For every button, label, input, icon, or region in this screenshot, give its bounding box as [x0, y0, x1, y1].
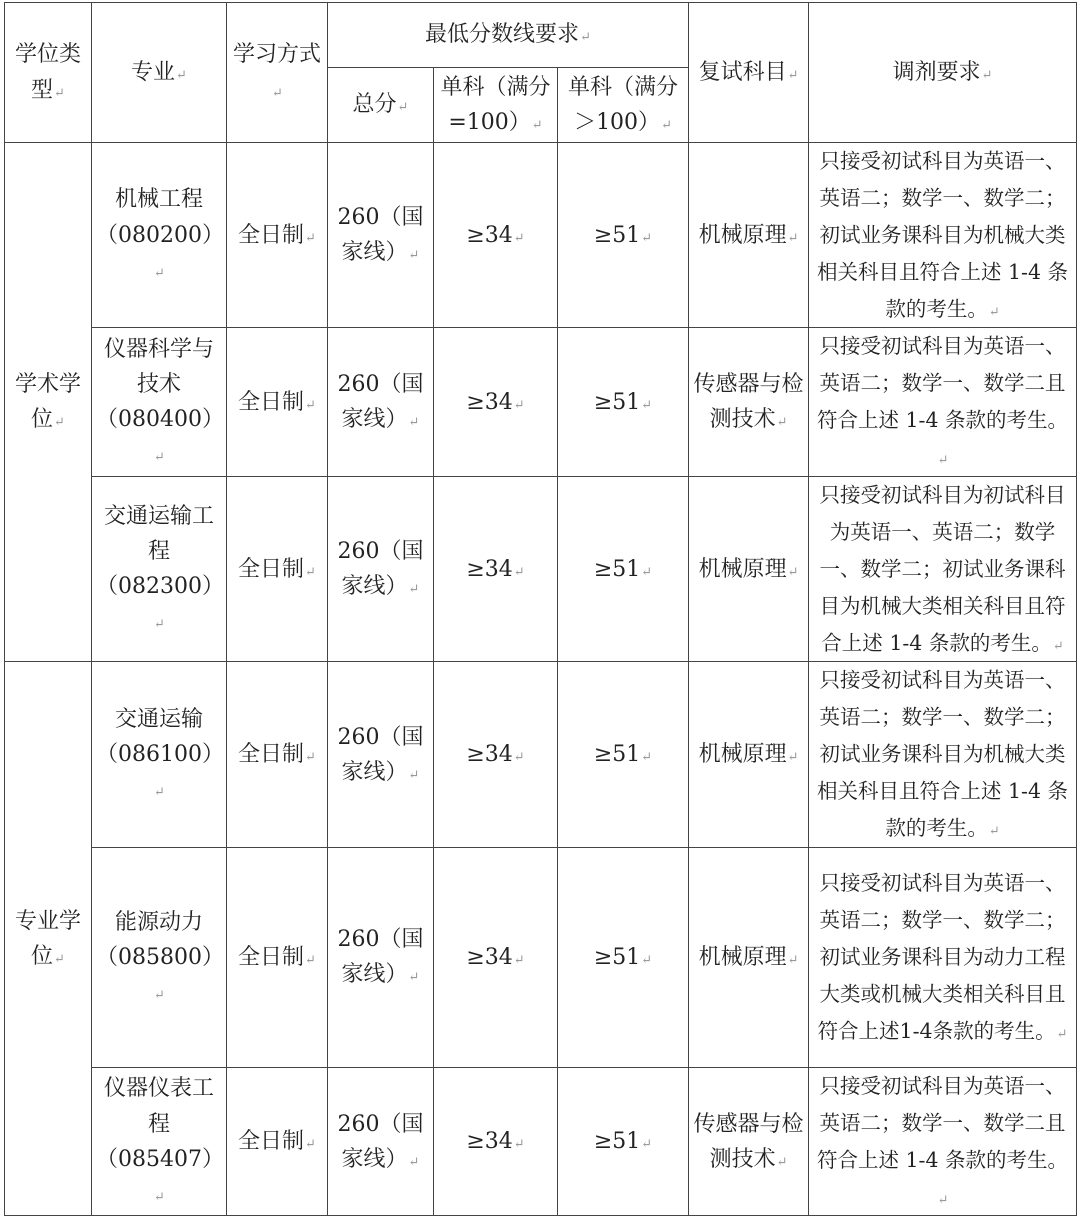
major-cell: 交通运输工程 （082300）↵ — [92, 477, 227, 662]
adjust-cell: 只接受初试科目为英语一、英语二；数学一、数学二；初试业务课科目为机械大类相关科目且符合上述 1-4 条款的考生。↵ — [809, 143, 1077, 328]
header-total: 总分↵ — [328, 68, 434, 143]
single-100-cell: ≥34↵ — [434, 847, 558, 1067]
adjust-cell: 只接受初试科目为英语一、英语二；数学一、数学二；初试业务课科目为机械大类相关科目且符合上述 1-4 条款的考生。↵ — [809, 662, 1077, 847]
header-single-100: 单科（满分=100）↵ — [434, 68, 558, 143]
header-adjust: 调剂要求↵ — [809, 3, 1077, 143]
major-cell: 仪器科学与技术 （080400）↵ — [92, 328, 227, 477]
mode-cell: 全日制↵ — [227, 328, 328, 477]
total-cell: 260（国家线）↵ — [328, 328, 434, 477]
header-study-mode: 学习方式↵ — [227, 3, 328, 143]
table-row — [5, 847, 1077, 1067]
total-cell: 260（国家线）↵ — [328, 143, 434, 328]
header-row-top — [5, 3, 1077, 68]
retest-cell: 传感器与检测技术↵ — [689, 1067, 809, 1216]
total-cell: 260（国家线）↵ — [328, 662, 434, 847]
mode-cell: 全日制↵ — [227, 143, 328, 328]
header-major: 专业↵ — [92, 3, 227, 143]
degree-group-professional: 专业学位↵ — [5, 662, 92, 1216]
single-100-cell: ≥34↵ — [434, 1067, 558, 1216]
header-degree-type: 学位类型↵ — [5, 3, 92, 143]
single-gt100-cell: ≥51↵ — [558, 1067, 689, 1216]
adjust-cell: 只接受初试科目为英语一、英语二；数学一、数学二；初试业务课科目为动力工程大类或机械大类相关科目且符合上述1-4条款的考生。↵ — [809, 847, 1077, 1067]
single-100-cell: ≥34↵ — [434, 477, 558, 662]
major-cell: 仪器仪表工程 （085407）↵ — [92, 1067, 227, 1216]
header-retest: 复试科目↵ — [689, 3, 809, 143]
total-cell: 260（国家线）↵ — [328, 477, 434, 662]
single-100-cell: ≥34↵ — [434, 662, 558, 847]
mode-cell: 全日制↵ — [227, 1067, 328, 1216]
adjust-cell: 只接受初试科目为英语一、英语二；数学一、数学二且符合上述 1-4 条款的考生。↵ — [809, 1067, 1077, 1216]
single-gt100-cell: ≥51↵ — [558, 477, 689, 662]
retest-cell: 机械原理↵ — [689, 143, 809, 328]
adjust-cell: 只接受初试科目为初试科目为英语一、英语二；数学一、数学二；初试业务课科目为机械大类相关科目且符合上述 1-4 条款的考生。↵ — [809, 477, 1077, 662]
single-gt100-cell: ≥51↵ — [558, 662, 689, 847]
table-row — [5, 1067, 1077, 1216]
retest-cell: 传感器与检测技术↵ — [689, 328, 809, 477]
major-cell: 交通运输 （086100）↵ — [92, 662, 227, 847]
mode-cell: 全日制↵ — [227, 477, 328, 662]
table-row — [5, 662, 1077, 847]
table-row — [5, 477, 1077, 662]
header-single-gt100: 单科（满分＞100）↵ — [558, 68, 689, 143]
single-gt100-cell: ≥51↵ — [558, 847, 689, 1067]
single-100-cell: ≥34↵ — [434, 143, 558, 328]
retest-cell: 机械原理↵ — [689, 662, 809, 847]
table-row — [5, 143, 1077, 328]
header-min-score: 最低分数线要求↵ — [328, 3, 689, 68]
retest-cell: 机械原理↵ — [689, 477, 809, 662]
total-cell: 260（国家线）↵ — [328, 1067, 434, 1216]
mode-cell: 全日制↵ — [227, 662, 328, 847]
major-cell: 机械工程 （080200）↵ — [92, 143, 227, 328]
admission-requirements-table — [4, 2, 1077, 1216]
degree-group-academic: 学术学位↵ — [5, 143, 92, 662]
table-row — [5, 328, 1077, 477]
retest-cell: 机械原理↵ — [689, 847, 809, 1067]
single-gt100-cell: ≥51↵ — [558, 328, 689, 477]
major-cell: 能源动力 （085800）↵ — [92, 847, 227, 1067]
mode-cell: 全日制↵ — [227, 847, 328, 1067]
adjust-cell: 只接受初试科目为英语一、英语二；数学一、数学二且符合上述 1-4 条款的考生。↵ — [809, 328, 1077, 477]
single-gt100-cell: ≥51↵ — [558, 143, 689, 328]
single-100-cell: ≥34↵ — [434, 328, 558, 477]
total-cell: 260（国家线）↵ — [328, 847, 434, 1067]
